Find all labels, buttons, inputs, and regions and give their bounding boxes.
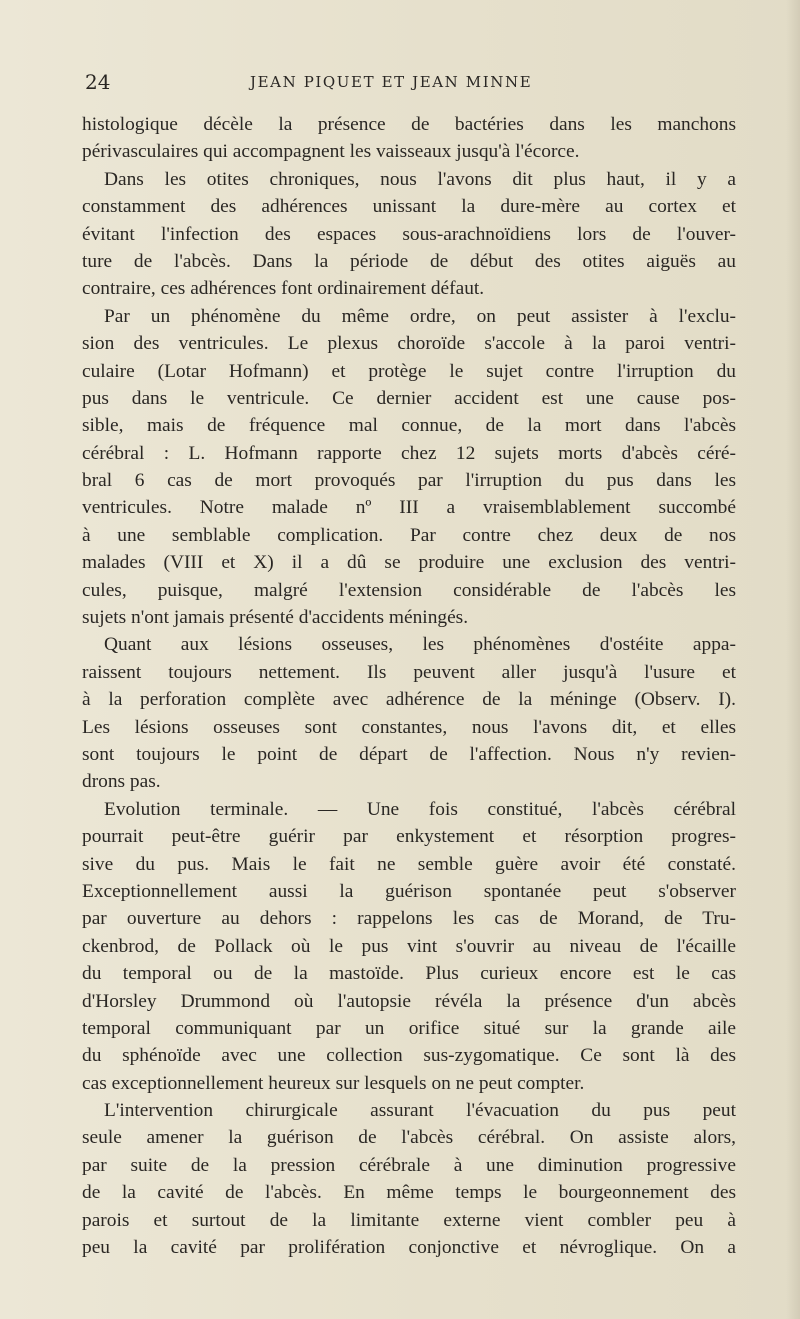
text-line: Les lésions osseuses sont constantes, nous l'avons dit, et elles xyxy=(82,716,736,738)
text-line: culaire (Lotar Hofmann) et protège le sujet contre l'irruption du xyxy=(82,360,736,382)
text-line: de la cavité de l'abcès. En même temps le bourgeonnement des xyxy=(82,1182,736,1204)
text-line: sive du pus. Mais le fait ne semble guère avoir été constaté. xyxy=(82,853,736,875)
text-line: Evolution terminale. — Une fois constitué, l'abcès cérébral xyxy=(104,798,736,820)
text-line: raissent toujours nettement. Ils peuvent aller jusqu'à l'usure et xyxy=(82,661,736,683)
text-line: sont toujours le point de départ de l'affection. Nous n'y revien- xyxy=(82,743,736,765)
text-line: cules, puisque, malgré l'extension considérable de l'abcès les xyxy=(82,579,736,601)
text-line: L'intervention chirurgicale assurant l'évacuation du pus peut xyxy=(104,1100,736,1122)
text-line: à une semblable complication. Par contre chez deux de nos xyxy=(82,524,736,546)
text-line: Quant aux lésions osseuses, les phénomènes d'ostéite appa- xyxy=(104,634,736,656)
text-line: drons pas. xyxy=(82,771,161,793)
text-line: par ouverture au dehors : rappelons les cas de Morand, de Tru- xyxy=(82,908,736,930)
text-line: contraire, ces adhérences font ordinairement défaut. xyxy=(82,278,485,300)
text-line: parois et surtout de la limitante externe vient combler peu à xyxy=(82,1209,736,1231)
text-line: sible, mais de fréquence mal connue, de la mort dans l'abcès xyxy=(82,415,736,437)
page-header xyxy=(85,70,735,98)
text-line: Exceptionnellement aussi la guérison spontanée peut s'observer xyxy=(82,880,736,902)
text-line: ventricules. Notre malade nº III a vraisemblablement succombé xyxy=(82,497,736,519)
text-line: pus dans le ventricule. Ce dernier accident est une cause pos- xyxy=(82,387,736,409)
text-line: évitant l'infection des espaces sous-arachnoïdiens lors de l'ouver- xyxy=(82,223,736,245)
text-line: pourrait peut-être guérir par enkystement et résorption progres- xyxy=(82,826,736,848)
body-text xyxy=(82,111,736,1261)
text-line: ckenbrod, de Pollack où le pus vint s'ouvrir au niveau de l'écaille xyxy=(82,935,736,957)
text-line: périvasculaires qui accompagnent les vaisseaux jusqu'à l'écorce. xyxy=(82,141,580,163)
text-line: cas exceptionnellement heureux sur lesquels on ne peut compter. xyxy=(82,1072,585,1094)
page-edge-shadow xyxy=(786,0,800,1319)
page-number: 24 xyxy=(85,70,111,94)
text-line: temporal communiquant par un orifice situé sur la grande aile xyxy=(82,1017,736,1039)
running-title: JEAN PIQUET ET JEAN MINNE xyxy=(250,73,533,91)
text-line: Par un phénomène du même ordre, on peut assister à l'exclu- xyxy=(104,305,736,327)
text-line: sujets n'ont jamais présenté d'accidents méningés. xyxy=(82,607,469,629)
text-line: histologique décèle la présence de bactéries dans les manchons xyxy=(82,114,736,135)
text-line: cérébral : L. Hofmann rapporte chez 12 sujets morts d'abcès céré- xyxy=(82,442,736,464)
text-line: Dans les otites chroniques, nous l'avons dit plus haut, il y a xyxy=(104,168,736,190)
text-line: constamment des adhérences unissant la dure-mère au cortex et xyxy=(82,196,736,218)
text-line: à la perforation complète avec adhérence de la méninge (Observ. I). xyxy=(82,689,736,711)
text-line: par suite de la pression cérébrale à une diminution progressive xyxy=(82,1154,736,1176)
text-line: malades (VIII et X) il a dû se produire une exclusion des ventri- xyxy=(82,552,736,574)
text-line: ture de l'abcès. Dans la période de début des otites aiguës au xyxy=(82,250,736,272)
text-line: du sphénoïde avec une collection sus-zygomatique. Ce sont là des xyxy=(82,1045,736,1067)
text-line: sion des ventricules. Le plexus choroïde s'accole à la paroi ventri- xyxy=(82,333,736,355)
text-line: bral 6 cas de mort provoqués par l'irruption du pus dans les xyxy=(82,470,736,492)
text-line: peu la cavité par prolifération conjonctive et névroglique. On a xyxy=(82,1237,736,1259)
text-line: du temporal ou de la mastoïde. Plus curieux encore est le cas xyxy=(82,963,736,985)
text-line: seule amener la guérison de l'abcès cérébral. On assiste alors, xyxy=(82,1127,736,1149)
text-line: d'Horsley Drummond où l'autopsie révéla la présence d'un abcès xyxy=(82,990,736,1012)
